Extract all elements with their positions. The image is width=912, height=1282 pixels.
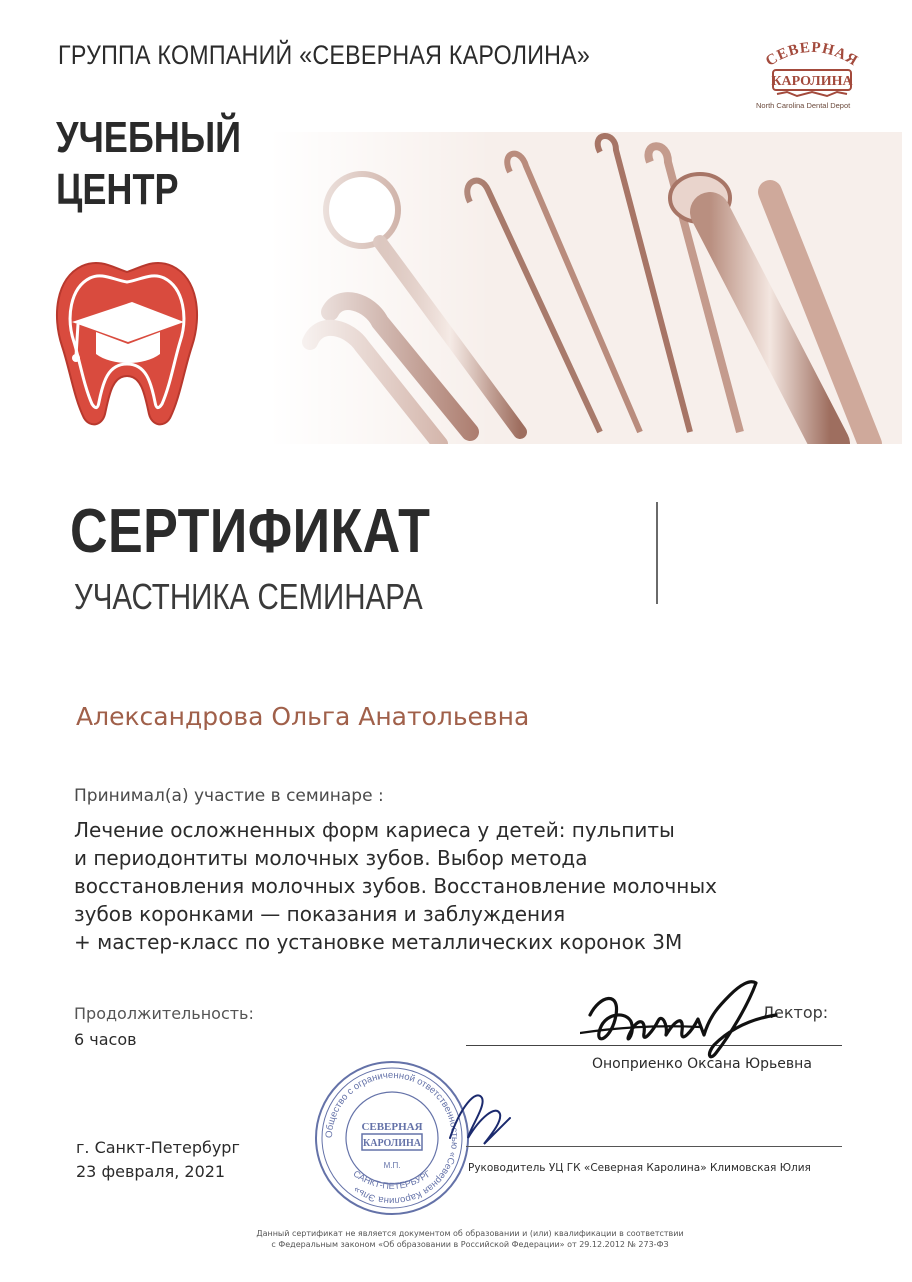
recipient-name: Александрова Ольга Анатольевна <box>76 702 530 731</box>
certificate-title: СЕРТИФИКАТ <box>70 497 431 566</box>
duration-value: 6 часов <box>74 1030 137 1049</box>
city: г. Санкт-Петербург <box>76 1138 240 1157</box>
dental-instruments-illustration <box>270 132 902 444</box>
topic-line: + мастер-класс по установке металлических коронок 3М <box>74 930 683 954</box>
lector-name: Оноприенко Оксана Юрьевна <box>592 1056 812 1072</box>
head-signature-line <box>466 1146 842 1147</box>
topic-line: восстановления молочных зубов. Восстановление молочных <box>74 874 717 898</box>
participated-label: Принимал(а) участие в семинаре : <box>74 786 384 806</box>
title-divider <box>656 502 658 604</box>
logo-caption: North Carolina Dental Depot <box>756 101 851 110</box>
svg-text:КАРОЛИНА: КАРОЛИНА <box>771 74 853 89</box>
svg-text:СЕВЕРНАЯ: СЕВЕРНАЯ <box>763 39 861 70</box>
svg-text:Общество с ограниченной ответс: Общество с ограниченной ответственностью «Северная Каролина Эль» <box>323 1069 461 1207</box>
head-of-center: Руководитель УЦ ГК «Северная Каролина» Климовская Юлия <box>468 1162 811 1174</box>
tooth-graduation-cap-icon <box>52 258 202 428</box>
topic-line: зубов коронками — показания и заблуждения <box>74 902 566 926</box>
svg-text:САНКТ-ПЕТЕРБУРГ: САНКТ-ПЕТЕРБУРГ <box>351 1168 433 1192</box>
lector-label: Лектор: <box>762 1003 829 1022</box>
topic-line: и периодонтиты молочных зубов. Выбор метода <box>74 846 588 870</box>
disclaimer-line1: Данный сертификат не является документом об образовании и (или) квалификации в соответствии <box>256 1229 684 1238</box>
topic-line: Лечение осложненных форм кариеса у детей: пульпиты <box>74 818 675 842</box>
center-title-line2: ЦЕНТР <box>56 165 179 214</box>
disclaimer-line2: с Федеральным законом «Об образовании в Российской Федерации» от 29.12.2012 № 273-ФЗ <box>271 1240 669 1249</box>
center-title-line1: УЧЕБНЫЙ <box>56 113 242 162</box>
issue-date: 23 февраля, 2021 <box>76 1162 226 1181</box>
svg-text:СЕВЕРНАЯ: СЕВЕРНАЯ <box>361 1121 423 1133</box>
group-title: ГРУППА КОМПАНИЙ «СЕВЕРНАЯ КАРОЛИНА» <box>58 40 591 70</box>
lector-signature <box>580 975 780 1065</box>
duration-label: Продолжительность: <box>74 1004 254 1023</box>
legal-disclaimer <box>200 1228 740 1250</box>
certificate-subtitle: УЧАСТНИКА СЕМИНАРА <box>74 576 423 617</box>
seminar-topic <box>74 816 874 956</box>
svg-text:КАРОЛИНА: КАРОЛИНА <box>362 1138 422 1149</box>
svg-text:М.П.: М.П. <box>383 1161 401 1170</box>
training-center-title <box>56 112 241 216</box>
